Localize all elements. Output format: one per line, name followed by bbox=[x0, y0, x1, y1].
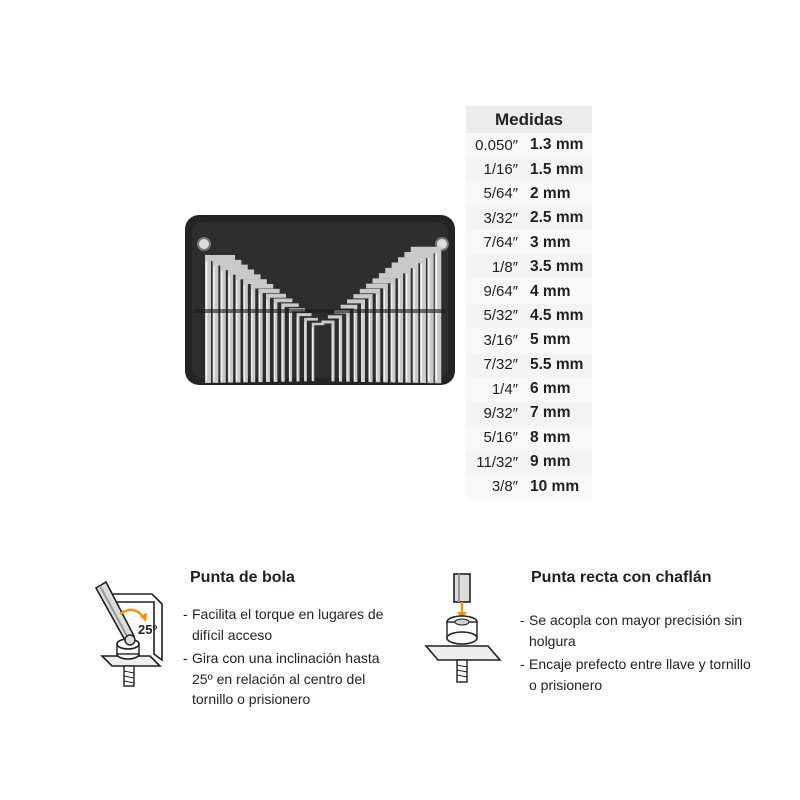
mm-size: 8 mm bbox=[530, 428, 571, 446]
table-row bbox=[466, 182, 592, 206]
list-item: - Gira con una inclinación hasta 25º en relación al centro del tornillo o prisionero bbox=[183, 648, 398, 710]
table-header: Medidas bbox=[466, 106, 592, 133]
mm-size: 5 mm bbox=[530, 331, 571, 349]
mm-size: 10 mm bbox=[530, 477, 580, 495]
table-row bbox=[466, 328, 592, 352]
table-row bbox=[466, 377, 592, 401]
table-row bbox=[466, 353, 592, 377]
table-row bbox=[466, 426, 592, 450]
table-row bbox=[466, 157, 592, 181]
list-item: - Facilita el torque en lugares de difícil acceso bbox=[183, 604, 398, 645]
inch-size: 3/32″ bbox=[483, 209, 518, 227]
inch-size: 1/16″ bbox=[483, 161, 518, 179]
ball-tip-diagram bbox=[84, 574, 174, 694]
table-row bbox=[466, 474, 592, 498]
inch-size: 7/64″ bbox=[483, 234, 518, 252]
inch-size: 5/64″ bbox=[483, 185, 518, 203]
inch-size: 9/64″ bbox=[483, 283, 518, 301]
ball-tip-title: Punta de bola bbox=[190, 569, 295, 586]
inch-size: 1/4″ bbox=[491, 380, 518, 398]
table-row bbox=[466, 255, 592, 279]
table-row bbox=[466, 304, 592, 328]
table-row bbox=[466, 279, 592, 303]
list-item: - Encaje prefecto entre llave y tornillo o prisionero bbox=[520, 654, 755, 695]
mm-size: 5.5 mm bbox=[530, 355, 584, 373]
measurements-table bbox=[466, 106, 592, 499]
inch-size: 3/16″ bbox=[483, 331, 518, 349]
mm-size: 1.5 mm bbox=[530, 160, 584, 178]
inch-size: 5/16″ bbox=[483, 429, 518, 447]
mm-size: 2.5 mm bbox=[530, 209, 584, 227]
inch-size: 7/32″ bbox=[483, 356, 518, 374]
hex-key-set-image bbox=[184, 214, 456, 386]
mm-size: 4 mm bbox=[530, 282, 571, 300]
angle-label: 25º bbox=[138, 622, 158, 637]
inch-size: 1/8″ bbox=[491, 258, 518, 276]
mm-size: 6 mm bbox=[530, 380, 571, 398]
inch-size: 9/32″ bbox=[483, 404, 518, 422]
inch-size: 0.050″ bbox=[475, 136, 518, 154]
ball-tip-list bbox=[183, 604, 398, 713]
straight-tip-list bbox=[520, 610, 755, 698]
inch-size: 3/8″ bbox=[491, 478, 518, 496]
table-row bbox=[466, 450, 592, 474]
mm-size: 1.3 mm bbox=[530, 136, 584, 154]
inch-size: 5/32″ bbox=[483, 307, 518, 325]
mm-size: 3.5 mm bbox=[530, 258, 584, 276]
mm-size: 9 mm bbox=[530, 453, 571, 471]
table-row bbox=[466, 231, 592, 255]
mm-size: 7 mm bbox=[530, 404, 571, 422]
mm-size: 3 mm bbox=[530, 233, 571, 251]
mm-size: 2 mm bbox=[530, 184, 571, 202]
table-row bbox=[466, 206, 592, 230]
straight-tip-diagram bbox=[418, 570, 508, 690]
straight-tip-title: Punta recta con chaflán bbox=[531, 569, 712, 586]
table-row bbox=[466, 133, 592, 157]
mm-size: 4.5 mm bbox=[530, 306, 584, 324]
table-row bbox=[466, 401, 592, 425]
list-item: - Se acopla con mayor precisión sin holgura bbox=[520, 610, 755, 651]
inch-size: 11/32″ bbox=[476, 453, 518, 471]
